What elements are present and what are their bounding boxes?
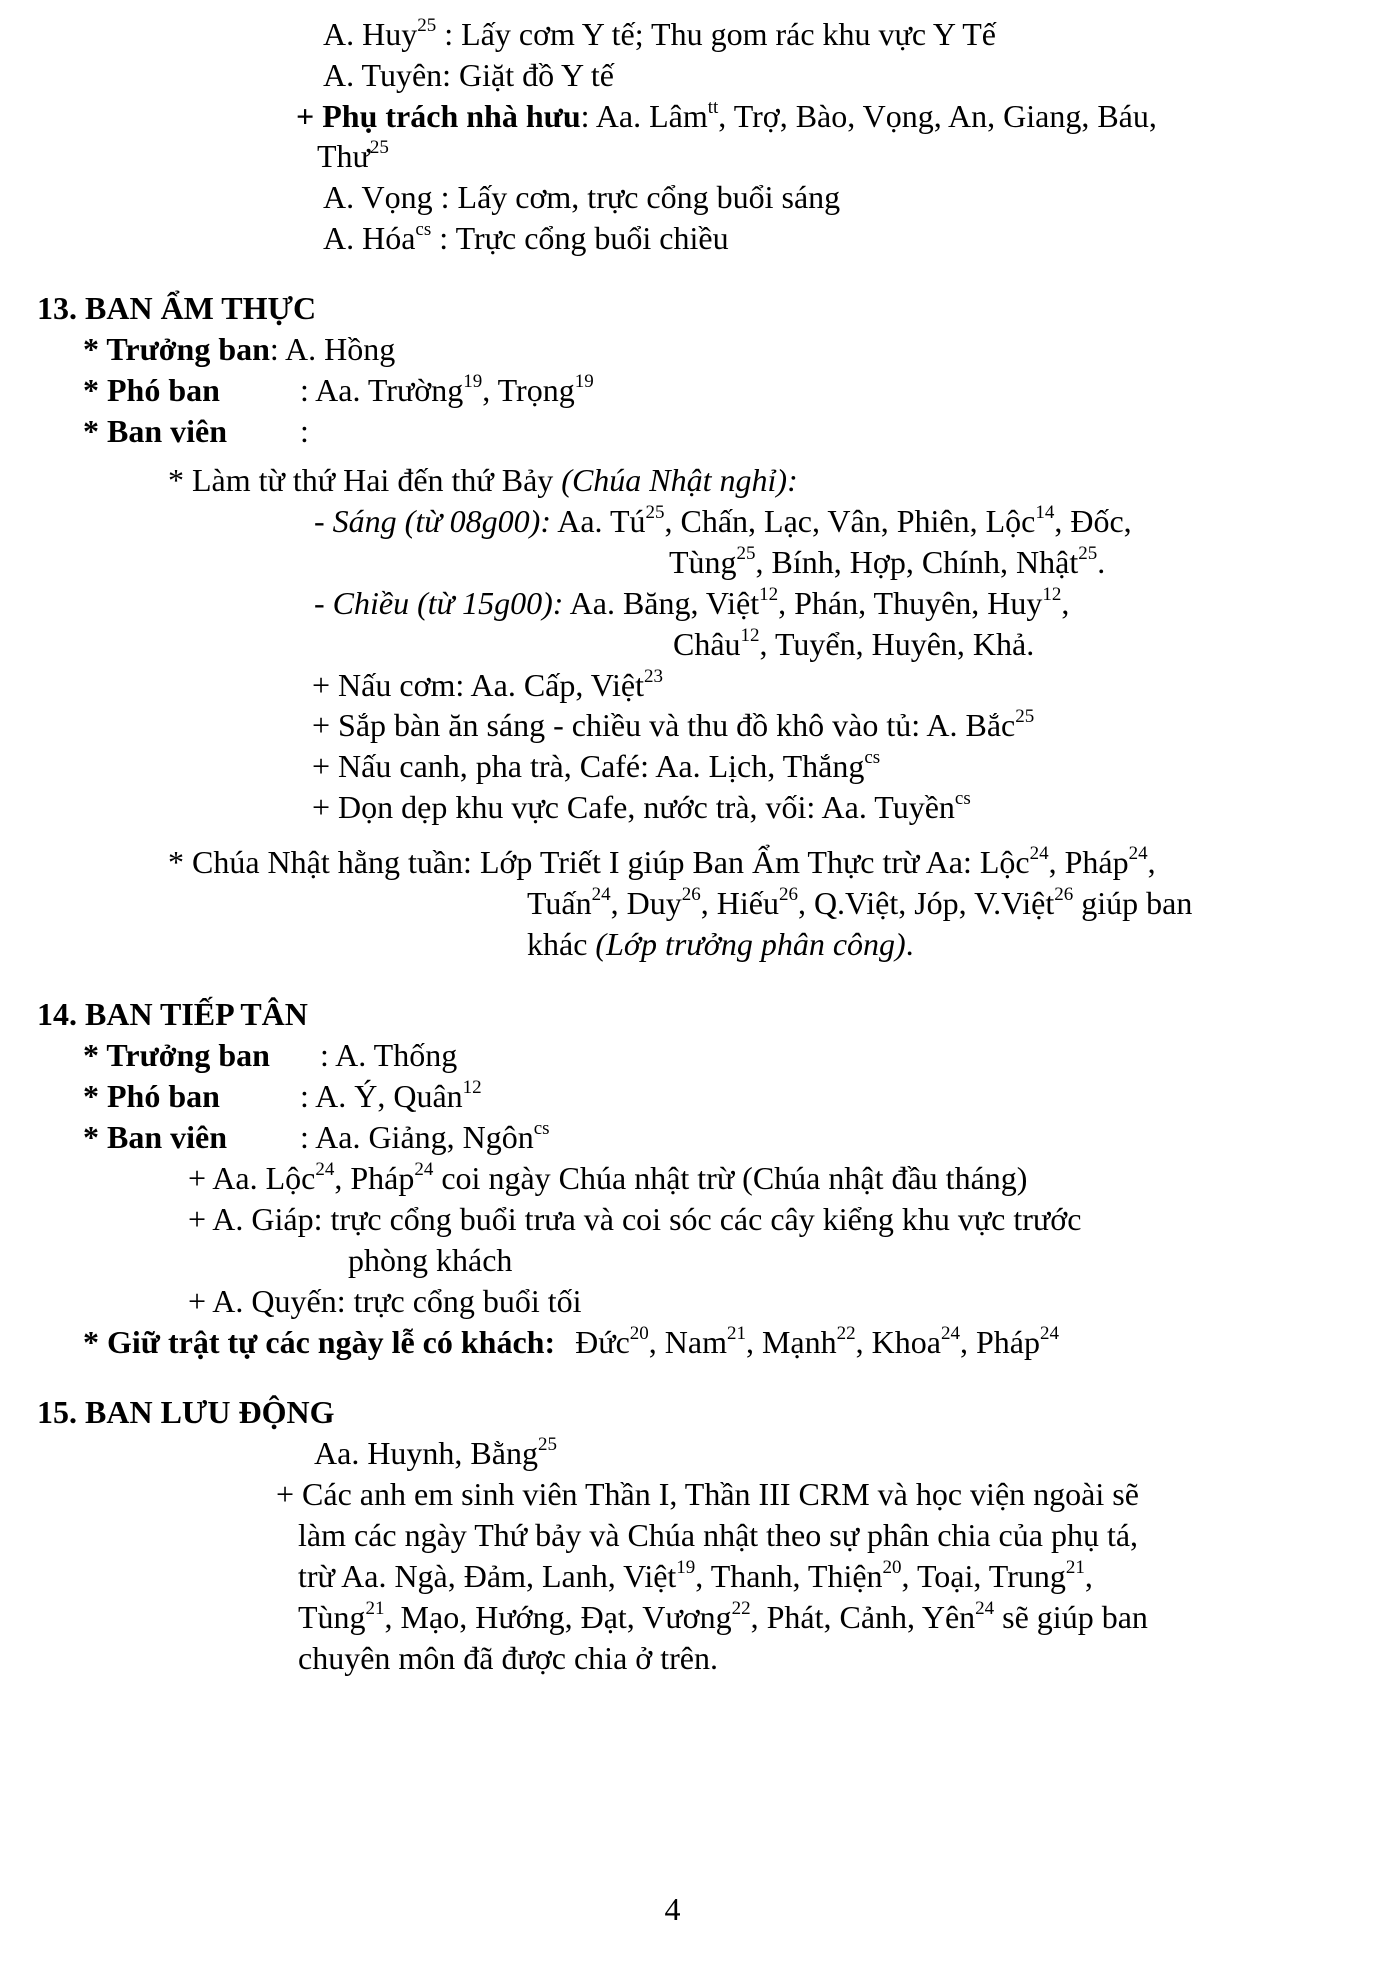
s13-afternoon-cont: Châu$^{12}$, Tuyển, Huyên, Khả.	[673, 625, 1035, 662]
s15-p4: Tùng$^{21}$, Mạo, Hướng, Đạt, Vương$^{22}$, Phát, Cảnh, Yên$^{24}$ sẽ giúp ban	[298, 1598, 1148, 1635]
s13-clean: + Dọn dẹp khu vực Cafe, nước trà, vối: Aa. Tuyền$^{cs}$	[312, 788, 971, 825]
s13-sunday: * Chúa Nhật hằng tuần: Lớp Triết I giúp Ban Ẩm Thực trừ Aa: Lộc$^{24}$, Pháp$^{24}$,	[168, 843, 1156, 880]
s14-giap-cont: phòng khách	[348, 1242, 513, 1278]
section-14-title: 14. BAN TIẾP TÂN	[37, 996, 308, 1032]
s14-loc: + Aa. Lộc$^{24}$, Pháp$^{24}$ coi ngày Chúa nhật trừ (Chúa nhật đầu tháng)	[188, 1159, 1028, 1196]
line-nha-huu: + Phụ trách nhà hưu: Aa. Lâm$^{tt}$, Trợ, Bào, Vọng, An, Giang, Báu,	[296, 97, 1157, 134]
line-huy: A. Huy$^{25}$ : Lấy cơm Y tế; Thu gom rác khu vực Y Tế	[323, 15, 996, 52]
s13-morning-cont: Tùng$^{25}$, Bính, Hợp, Chính, Nhật$^{25}$.	[669, 543, 1106, 580]
line-vong: A. Vọng : Lấy cơm, trực cổng buổi sáng	[323, 179, 841, 215]
s14-pho-ban: * Phó ban : A. Ý, Quân$^{12}$	[83, 1077, 482, 1114]
s14-quyen: + A. Quyến: trực cổng buổi tối	[188, 1283, 582, 1319]
s15-members: Aa. Huynh, Bằng$^{25}$	[314, 1434, 557, 1471]
line-nha-huu-cont: Thư$^{25}$	[317, 137, 389, 174]
s15-p5: chuyên môn đã được chia ở trên.	[298, 1640, 718, 1676]
s15-p3: trừ Aa. Ngà, Đảm, Lanh, Việt$^{19}$, Thanh, Thiện$^{20}$, Toại, Trung$^{21}$,	[298, 1557, 1093, 1594]
s13-table: + Sắp bàn ăn sáng - chiều và thu đồ khô vào tủ: A. Bắc$^{25}$	[312, 706, 1035, 743]
s15-p2: làm các ngày Thứ bảy và Chúa nhật theo sự phân chia của phụ tá,	[298, 1517, 1139, 1553]
s15-p1: + Các anh em sinh viên Thần I, Thần III CRM và học viện ngoài sẽ	[276, 1476, 1139, 1512]
s13-soup: + Nấu canh, pha trà, Café: Aa. Lịch, Thắng$^{cs}$	[312, 747, 881, 784]
page-number: 4	[664, 1891, 681, 1927]
s14-ban-vien: * Ban viên : Aa. Giảng, Ngôn$^{cs}$	[83, 1118, 550, 1155]
s13-truong-ban: * Trưởng ban: A. Hồng	[83, 331, 396, 367]
section-13-title: 13. BAN ẨM THỰC	[37, 290, 317, 326]
s14-order: * Giữ trật tự các ngày lễ có khách: Đức$^{20}$, Nam$^{21}$, Mạnh$^{22}$, Khoa$^{24}$, Pháp$^{24}$	[83, 1323, 1059, 1360]
s14-giap: + A. Giáp: trực cổng buổi trưa và coi sóc các cây kiểng khu vực trước	[188, 1201, 1082, 1237]
s13-weekday: * Làm từ thứ Hai đến thứ Bảy (Chúa Nhật nghỉ):	[168, 462, 798, 498]
s13-sunday-cont2: khác (Lớp trưởng phân công).	[527, 926, 914, 962]
s13-sunday-cont: Tuấn$^{24}$, Duy$^{26}$, Hiếu$^{26}$, Q.Việt, Jóp, V.Việt$^{26}$ giúp ban	[527, 884, 1193, 921]
line-tuyen: A. Tuyên: Giặt đồ Y tế	[323, 57, 614, 93]
s13-rice: + Nấu cơm: Aa. Cấp, Việt$^{23}$	[312, 666, 663, 703]
s13-ban-vien: * Ban viên :	[83, 413, 309, 449]
line-hoa: A. Hóa$^{cs}$ : Trực cổng buổi chiều	[323, 219, 729, 256]
section-15-title: 15. BAN LƯU ĐỘNG	[37, 1394, 335, 1430]
s14-truong-ban: * Trưởng ban : A. Thống	[83, 1037, 458, 1073]
s13-pho-ban: * Phó ban : Aa. Trường$^{19}$, Trọng$^{19}$	[83, 371, 594, 408]
s13-morning: - Sáng (từ 08g00): Aa. $Tú^{25}$, Chấn, Lạc, Vân, Phiên, Lộc$^{14}$, Đốc,	[314, 502, 1132, 539]
s13-afternoon: - Chiều (từ 15g00): Aa. Băng, Việt$^{12}$, Phán, Thuyên, Huy$^{12}$,	[314, 584, 1070, 621]
